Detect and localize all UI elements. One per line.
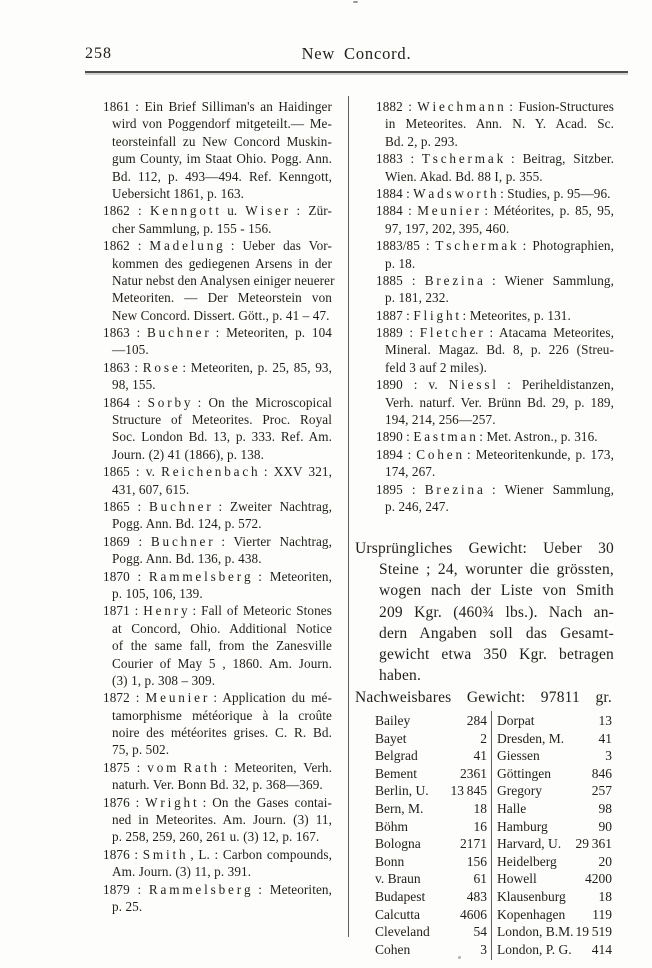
collection-name: Howell xyxy=(497,871,537,887)
collection-name: Cohen xyxy=(375,941,411,957)
weight-value: 119 xyxy=(592,906,612,922)
bibliography-entry xyxy=(376,98,614,150)
entry-line: at Concord, Ohio. Additional Notice xyxy=(112,620,332,636)
table-right-pair xyxy=(497,870,612,888)
weight-value: 846 xyxy=(591,765,612,781)
collection-name: Heidelberg xyxy=(497,853,557,869)
weight-paragraph-line: dern Angaben soll das Gesamt- xyxy=(379,624,614,642)
weight-value: 13 845 xyxy=(450,783,487,799)
weight-table xyxy=(375,712,612,958)
entry-line: Meteoriten. — Der Meteorstein von xyxy=(112,290,332,306)
collection-name: London, P. G. xyxy=(497,941,572,957)
entry-line: p. 258, 259, 260, 261 u. (3) 12, p. 167. xyxy=(112,829,320,845)
weight-value: 54 xyxy=(473,924,487,940)
entry-line: Wien. Akad. Bd. 88 I, p. 355. xyxy=(385,168,543,184)
table-gap xyxy=(487,765,497,783)
table-right-pair xyxy=(497,782,612,800)
weight-value: 18 xyxy=(473,800,487,816)
entry-line: 1871 : H e n r y : Fall of Meteoric Stones xyxy=(103,603,332,619)
traceable-weight-line: Nachweisbares Gewicht: 97811 gr. xyxy=(355,689,612,706)
table-left-pair xyxy=(375,941,487,959)
table-right-pair xyxy=(497,906,612,924)
entry-line: Bd. 112, p. 493—494. Ref. Kenngott, xyxy=(112,168,332,184)
table-gap xyxy=(487,853,497,871)
weight-value: 4606 xyxy=(460,906,487,922)
weight-value: 19 519 xyxy=(575,924,612,940)
collection-name: v. Braun xyxy=(375,871,421,887)
entry-line: 98, 155. xyxy=(112,377,156,393)
table-row xyxy=(375,941,612,959)
entry-line: 1865 : B u c h n e r : Zweiter Nachtrag, xyxy=(103,498,332,514)
entry-line: Soc. London Bd. 13, p. 333. Ref. Am. xyxy=(112,429,332,445)
weight-value: 3 xyxy=(605,748,612,764)
table-row xyxy=(375,800,612,818)
bibliography-entry xyxy=(103,759,332,794)
table-row xyxy=(375,730,612,748)
table-gap xyxy=(487,730,497,748)
weight-value: 16 xyxy=(473,818,487,834)
bibliography-entry xyxy=(376,446,614,481)
bibliography-entry xyxy=(376,481,614,516)
table-row xyxy=(375,923,612,941)
collection-name: Giessen xyxy=(497,748,540,764)
entry-line: feld 3 auf 2 miles). xyxy=(385,359,487,375)
entry-line: tamorphisme météorique à la croûte xyxy=(112,707,332,723)
table-left-pair xyxy=(375,870,487,888)
table-right-pair xyxy=(497,818,612,836)
entry-line: teorsteinfall zu New Concord Muskin- xyxy=(112,133,332,149)
entry-line: (3) 1, p. 308 – 309. xyxy=(112,672,216,688)
entry-line: 1894 : C o h e n : Meteoritenkunde, p. 173, xyxy=(376,446,614,462)
bibliography-entry xyxy=(103,846,332,881)
collection-name: Bayet xyxy=(375,730,407,746)
entry-line: 1885 : B r e z i n a : Wiener Sammlung, xyxy=(376,272,614,288)
table-left-pair xyxy=(375,923,487,941)
scan-artifact xyxy=(458,956,461,959)
entry-line: New Concord. Dissert. Gött., p. 41 – 47. xyxy=(112,307,330,323)
table-gap xyxy=(487,835,497,853)
entry-line: 194, 214, 256—257. xyxy=(385,412,496,428)
page-number: 258 xyxy=(85,45,112,62)
collection-name: Böhm xyxy=(375,818,409,834)
entry-line: 1865 : v. R e i c h e n b a c h : XXV 321, xyxy=(103,464,332,480)
table-gap xyxy=(487,941,497,959)
weight-value: 13 xyxy=(598,713,612,728)
collection-name: Dorpat xyxy=(497,713,535,728)
collection-name: Göttingen xyxy=(497,765,551,781)
table-gap xyxy=(487,870,497,888)
bibliography-entry xyxy=(103,881,332,916)
table-row xyxy=(375,835,612,853)
weight-value: 29 361 xyxy=(575,836,612,852)
collection-name: Dresden, M. xyxy=(497,730,565,746)
entry-line: 1879 : R a m m e l s b e r g : Meteoriten, xyxy=(103,881,332,897)
entry-line: 1882 : W i e c h m a n n : Fusion-Structures xyxy=(376,99,614,114)
table-gap xyxy=(487,923,497,941)
entry-line: 1872 : M e u n i e r : Application du mé- xyxy=(103,690,332,706)
bibliography-entry xyxy=(103,689,332,759)
entry-line: 1864 : S o r b y : On the Microscopical xyxy=(103,394,332,410)
table-right-pair xyxy=(497,747,612,765)
table-left-pair xyxy=(375,800,487,818)
entry-line: 75, p. 502. xyxy=(112,742,170,758)
bibliography-entry xyxy=(103,394,332,464)
table-gap xyxy=(487,818,497,836)
collection-name: Bonn xyxy=(375,853,405,869)
collection-name: Kopenhagen xyxy=(497,906,566,922)
collection-name: Halle xyxy=(497,800,527,816)
entry-line: p. 105, 106, 139. xyxy=(112,585,203,601)
header-rule xyxy=(85,71,628,73)
table-row xyxy=(375,747,612,765)
collection-name: London, B.M. xyxy=(497,924,574,940)
collection-name: Bologna xyxy=(375,836,421,852)
entry-line: 431, 607, 615. xyxy=(112,481,190,497)
entry-line: 1876 : S m i t h , L. : Carbon compounds, xyxy=(103,846,332,862)
weight-paragraph-line: haben. xyxy=(379,667,422,685)
entry-line: cher Sammlung, p. 155 - 156. xyxy=(112,220,272,236)
table-left-pair xyxy=(375,853,487,871)
bibliography-entry xyxy=(103,202,332,237)
table-left-pair xyxy=(375,888,487,906)
weight-value: 61 xyxy=(473,871,487,887)
weight-value: 4200 xyxy=(585,871,612,887)
entry-line: Pogg. Ann. Bd. 124, p. 572. xyxy=(112,516,262,532)
table-left-pair xyxy=(375,712,487,730)
bibliography-entry xyxy=(103,98,332,202)
entry-line: 1863 : B u c h n e r : Meteoriten, p. 104 xyxy=(103,325,332,341)
collection-name: Berlin, U. xyxy=(375,783,429,799)
table-row xyxy=(375,782,612,800)
bibliography-entry xyxy=(103,568,332,603)
table-right-pair xyxy=(497,923,612,941)
bibliography-entry xyxy=(103,359,332,394)
collection-name: Belgrad xyxy=(375,748,418,764)
table-right-pair xyxy=(497,800,612,818)
collection-name: Calcutta xyxy=(375,906,420,922)
bibliography-entry xyxy=(376,324,614,376)
weight-value: 2171 xyxy=(460,836,487,852)
bibliography-entry xyxy=(103,324,332,359)
entry-line: Bd. 2, p. 293. xyxy=(385,133,458,149)
collection-name: Harvard, U. xyxy=(497,836,562,852)
entry-line: Natur nebst den Analysen einiger neuerer xyxy=(112,272,335,288)
collection-name: Bement xyxy=(375,765,417,781)
entry-line: noire des météorites grises. C. R. Bd. xyxy=(112,725,332,741)
bibliography-left-column xyxy=(103,98,335,915)
entry-line: p. 25. xyxy=(112,898,143,914)
weight-value: 3 xyxy=(480,941,487,957)
table-row xyxy=(375,853,612,871)
entry-line: Journ. (2) 41 (1866), p. 138. xyxy=(112,446,264,462)
table-right-pair xyxy=(497,888,612,906)
weight-value: 41 xyxy=(598,730,612,746)
table-row xyxy=(375,888,612,906)
bibliography-entry xyxy=(103,498,332,533)
table-left-pair xyxy=(375,782,487,800)
weight-value: 156 xyxy=(466,853,487,869)
entry-line: 1875 : v o m R a t h : Meteoriten, Verh. xyxy=(103,759,332,775)
entry-line: Pogg. Ann. Bd. 136, p. 438. xyxy=(112,551,262,567)
entry-line: in Meteorites. Ann. N. Y. Acad. Sc. xyxy=(385,116,614,132)
weight-paragraph-line: Ursprüngliches Gewicht: Ueber 30 xyxy=(355,540,614,557)
entry-line: 1895 : B r e z i n a : Wiener Sammlung, xyxy=(376,481,614,497)
entry-line: —105. xyxy=(112,342,149,358)
entry-line: 1862 : K e n n g o t t u. W i s e r : Zür- xyxy=(103,203,332,219)
entry-line: 1887 : F l i g h t : Meteorites, p. 131. xyxy=(376,307,571,323)
bibliography-entry xyxy=(103,533,332,568)
page-title: New Concord. xyxy=(301,44,412,63)
table-left-pair xyxy=(375,765,487,783)
table-right-pair xyxy=(497,853,612,871)
bibliography-right-column xyxy=(376,98,614,515)
table-row xyxy=(375,906,612,924)
entry-line: Verh. naturf. Ver. Brünn Bd. 29, p. 189, xyxy=(385,394,614,410)
table-row xyxy=(375,870,612,888)
entry-line: Uebersicht 1861, p. 163. xyxy=(112,185,245,201)
entry-line: 1889 : F l e t c h e r : Atacama Meteorites, xyxy=(376,325,614,341)
table-row xyxy=(375,818,612,836)
bibliography-entry xyxy=(103,794,332,846)
entry-line: 1862 : M a d e l u n g : Ueber das Vor- xyxy=(103,238,332,254)
table-left-pair xyxy=(375,906,487,924)
bibliography-entry xyxy=(376,307,614,324)
entry-line: Structure of Meteorites. Proc. Royal xyxy=(112,412,332,428)
entry-line: 1890 : v. N i e s s l : Periheldistanzen, xyxy=(376,377,614,393)
bibliography-entry xyxy=(376,202,614,237)
entry-line: 97, 197, 202, 395, 460. xyxy=(385,220,510,236)
entry-line: 1883 : T s c h e r m a k : Beitrag, Sitzber. xyxy=(376,151,614,167)
bibliography-entry xyxy=(376,428,614,445)
entry-line: kommen des gediegenen Arsens in der xyxy=(112,255,332,271)
weight-value: 41 xyxy=(473,748,487,764)
table-gap xyxy=(487,800,497,818)
entry-line: Mineral. Magaz. Bd. 8, p. 226 (Streu- xyxy=(385,342,614,358)
entry-line: p. 18. xyxy=(385,255,416,271)
weight-value: 414 xyxy=(591,941,612,957)
entry-line: 1883/85 : T s c h e r m a k : Photographien, xyxy=(376,238,614,254)
bibliography-entry xyxy=(376,150,614,185)
table-right-pair xyxy=(497,730,612,748)
bibliography-entry xyxy=(376,185,614,202)
weight-paragraph-line: gewicht etwa 350 Kgr. betragen xyxy=(379,645,614,663)
table-column-divider xyxy=(491,711,492,960)
table-right-pair xyxy=(497,835,612,853)
table-gap xyxy=(487,712,497,730)
weight-value: 483 xyxy=(466,888,487,904)
table-left-pair xyxy=(375,730,487,748)
bibliography-entry xyxy=(376,272,614,307)
table-gap xyxy=(487,888,497,906)
table-right-pair xyxy=(497,765,612,783)
bibliography-entry xyxy=(376,376,614,428)
weight-paragraph-line: Steine ; 24, worunter die grössten, xyxy=(379,561,614,579)
entry-line: Am. Journ. (3) 11, p. 391. xyxy=(112,864,252,880)
entry-line: Courier of May 5 , 1860. Am. Journ. xyxy=(112,655,332,671)
weight-value: 98 xyxy=(598,800,612,816)
entry-line: 1884 : W a d s w o r t h : Studies, p. 95—96. xyxy=(376,185,611,201)
collection-name: Cleveland xyxy=(375,924,430,940)
bibliography-entry xyxy=(103,602,332,689)
entry-line: 1869 : B u c h n e r : Vierter Nachtrag, xyxy=(103,533,332,549)
table-gap xyxy=(487,747,497,765)
original-weight-paragraph xyxy=(355,538,614,686)
entry-line: ned in Meteorites. Am. Journ. (3) 11, xyxy=(112,812,332,828)
table-right-pair xyxy=(497,712,612,730)
collection-name: Klausenburg xyxy=(497,888,566,904)
weight-value: 2361 xyxy=(460,765,487,781)
weight-value: 18 xyxy=(598,888,612,904)
weight-value: 284 xyxy=(466,713,487,728)
entry-line: wird von Poggendorf mitgeteilt.— Me- xyxy=(112,116,332,132)
collection-name: Hamburg xyxy=(497,818,548,834)
table-gap xyxy=(487,906,497,924)
entry-line: 1890 : E a s t m a n : Met. Astron., p. 316. xyxy=(376,429,598,445)
entry-line: 1884 : M e u n i e r : Météorites, p. 85, 95, xyxy=(376,203,614,219)
collection-name: Bern, M. xyxy=(375,800,424,816)
table-left-pair xyxy=(375,835,487,853)
table-right-pair xyxy=(497,941,612,959)
weight-value: 257 xyxy=(591,783,612,799)
entry-line: of the same fall, from the Zanesville xyxy=(112,638,332,654)
collection-name: Gregory xyxy=(497,783,542,799)
entry-line: 1876 : W r i g h t : On the Gases contai- xyxy=(103,794,332,810)
weight-value: 20 xyxy=(598,853,612,869)
entry-line: 174, 267. xyxy=(385,464,436,480)
entry-line: gum County, im Staat Ohio. Pogg. Ann. xyxy=(112,151,332,167)
table-row xyxy=(375,712,612,730)
collection-name: Bailey xyxy=(375,713,411,728)
entry-line: p. 246, 247. xyxy=(385,498,449,514)
bibliography-entry xyxy=(103,463,332,498)
table-left-pair xyxy=(375,818,487,836)
bibliography-entry xyxy=(376,237,614,272)
entry-line: 1863 : R o s e : Meteoriten, p. 25, 85, 93, xyxy=(103,359,332,375)
scan-artifact xyxy=(353,1,358,3)
column-divider xyxy=(348,96,349,937)
table-row xyxy=(375,765,612,783)
table-gap xyxy=(487,782,497,800)
weight-paragraph-line: wogen nach der Liste von Smith xyxy=(379,582,614,600)
weight-value: 90 xyxy=(598,818,612,834)
entry-line: naturh. Ver. Bonn Bd. 32, p. 368—369. xyxy=(112,777,323,793)
collection-name: Budapest xyxy=(375,888,426,904)
entry-line: p. 181, 232. xyxy=(385,290,449,306)
table-left-pair xyxy=(375,747,487,765)
entry-line: 1861 : Ein Brief Silliman's an Haidinger xyxy=(103,99,332,114)
entry-line: 1870 : R a m m e l s b e r g : Meteoriten, xyxy=(103,568,332,584)
weight-value: 2 xyxy=(480,730,487,746)
weight-paragraph-line: 209 Kgr. (460¾ lbs.). Nach an- xyxy=(379,603,614,621)
bibliography-entry xyxy=(103,237,335,324)
